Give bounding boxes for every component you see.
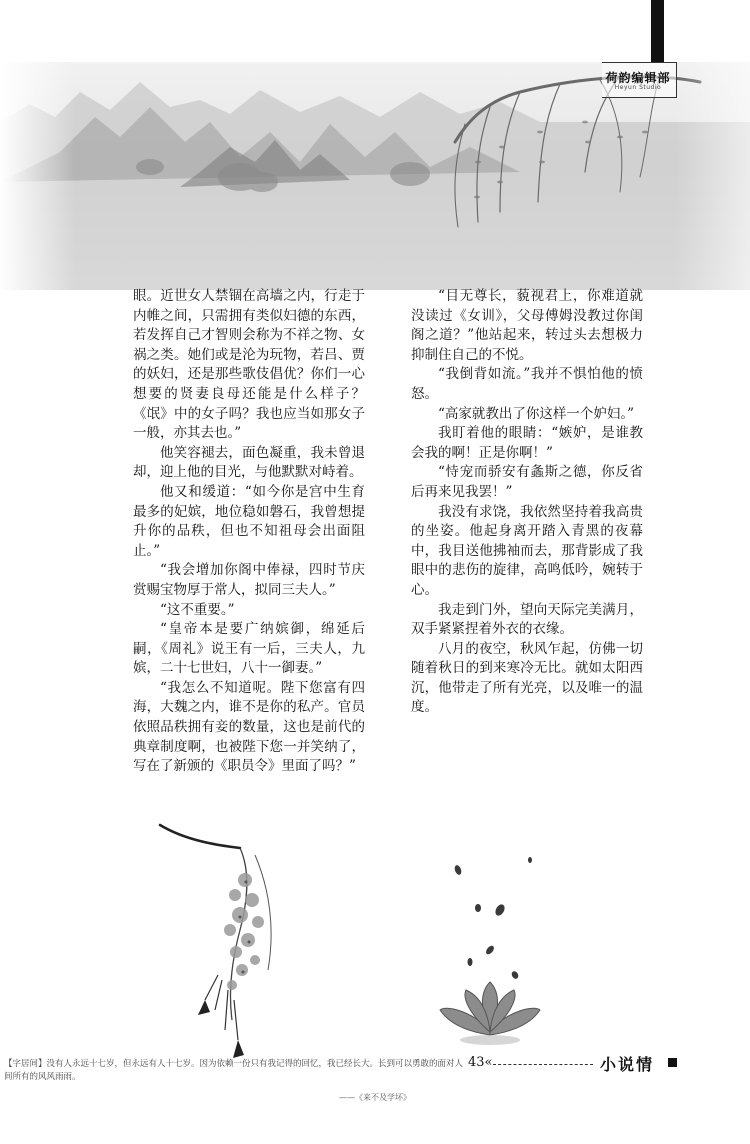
paragraph: 我盯着他的眼睛：“嫉妒，是谁教会我的啊！正是你啊！” — [411, 425, 643, 461]
paragraph: “高家就教出了你这样一个妒妇。” — [438, 405, 635, 422]
section-marker-bar — [651, 0, 664, 62]
magazine-name: 小说情 — [600, 1055, 655, 1074]
quote-source: ——《来不及学坏》 — [339, 1093, 411, 1102]
section-tag — [602, 62, 677, 98]
paragraph: 八月的夜空，秋风乍起，仿佛一切随着秋日的到来寒冷无比。就如太阳西沉，他带走了所有光亮，以及唯一的温度。 — [411, 640, 643, 716]
paragraph: 他又和缓道：“如今你是宫中生育最多的妃嫔，地位稳如磐石，我曾想提升你的品秩，但也不知祖母会出面阻止。” — [133, 483, 365, 559]
section-subtitle: Heyun Studio — [614, 84, 662, 91]
paragraph: “恃宠而骄安有螽斯之德，你反省后再来见我罢！” — [411, 464, 643, 500]
footer-quote: 【字居间】没有人永远十七岁，但永远有人十七岁。因为依赖一份只有我记得的回忆，我已经长大。长到可以勇敢的面对人间所有的风风雨雨。 — [4, 1059, 464, 1082]
paragraph: 他笑容褪去，面色凝重，我未曾退却，迎上他的目光，与他默默对峙着。 — [133, 444, 365, 481]
paragraph: “皇帝本是要广纳嫔御，绵延后嗣，《周礼》说王有一后，三夫人，九嫔，二十七世妇，八十一御妻。” — [133, 621, 365, 677]
hanging-flower-branch-illustration — [160, 825, 271, 1058]
article-right-column — [411, 287, 643, 718]
paragraph: 眼。近世女人禁锢在高墙之内，行走于内帷之间，只需拥有类似妇德的东西，若发挥自己才智则会称为不祥之物、女祸之类。她们或是沦为玩物，若吕、贾的妖妇，还是那些歌伎倡优？你们一心想要的贤妻良母还能是什么样子？《氓》中的女子吗？我也应当如那女子一般，亦其去也。” — [133, 288, 365, 442]
page-number: 43« — [468, 1055, 493, 1070]
end-square-icon — [668, 1058, 677, 1067]
paragraph: “我怎么不知道呢。陛下您富有四海，大魏之内，谁不是你的私产。官员依照品秩拥有妾的数量，这也是前代的典章制度啊，也被陛下您一并笑纳了，写在了新颁的《职员令》里面了吗？” — [133, 679, 365, 775]
section-title: 荷韵编辑部 — [605, 71, 671, 85]
paragraph: “我会增加你阁中俸禄，四时节庆赏赐宝物厚于常人，拟同三夫人。” — [133, 562, 365, 598]
article-left-column — [133, 287, 365, 777]
paragraph: “这不重要。” — [160, 601, 235, 618]
bottom-illustrations — [0, 800, 750, 1090]
paragraph: 我没有求饶，我依然坚持着我高贵的坐姿。他起身离开踏入青黑的夜幕中，我目送他拂袖而去，那背影成了我眼中的悲伤的旋律，高鸣低吟，婉转于心。 — [411, 503, 643, 598]
paragraph: “目无尊长，藐视君上，你难道就没读过《女训》，父母傅姆没教过你闺阁之道？”他站起来，转过头去想极力抑制住自己的不悦。 — [411, 288, 643, 363]
footer-divider — [493, 1064, 593, 1065]
paragraph: 我走到门外，望向天际完美满月，双手紧紧捏着外衣的衣缘。 — [411, 601, 643, 638]
paragraph: “我倒背如流。”我并不惧怕他的愤怒。 — [411, 366, 643, 402]
lotus-illustration — [440, 857, 540, 1045]
